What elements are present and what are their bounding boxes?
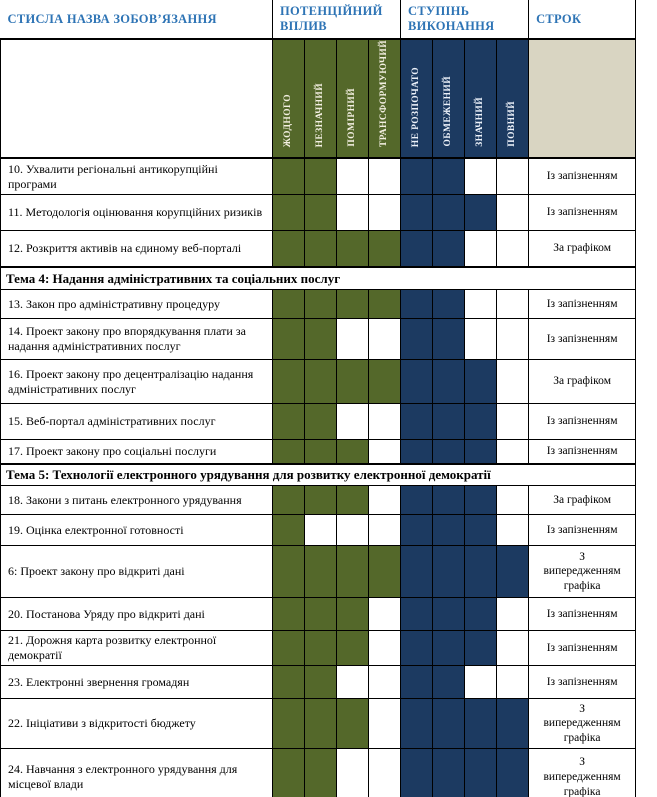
impact-cell-1 bbox=[273, 158, 305, 195]
completion-cell-2 bbox=[433, 290, 465, 319]
commitment-row bbox=[1, 546, 636, 598]
impact-cell-2 bbox=[305, 290, 337, 319]
impact-cell-4 bbox=[369, 749, 401, 797]
completion-cell-2 bbox=[433, 440, 465, 464]
impact-cell-3 bbox=[337, 290, 369, 319]
completion-cell-1 bbox=[401, 158, 433, 195]
commitment-name-cell: 21. Дорожня карта розвитку електронної демократії bbox=[1, 631, 273, 666]
commitment-row bbox=[1, 195, 636, 231]
completion-level-header-1 bbox=[401, 39, 433, 158]
completion-cell-2 bbox=[433, 360, 465, 404]
commitment-row bbox=[1, 231, 636, 267]
completion-cell-1 bbox=[401, 546, 433, 598]
term-cell: Із запізненням bbox=[529, 290, 636, 319]
impact-cell-3 bbox=[337, 231, 369, 267]
commitment-name-cell: 24. Навчання з електронного урядування для місцевої влади bbox=[1, 749, 273, 797]
term-cell: За графіком bbox=[529, 231, 636, 267]
completion-cell-4 bbox=[497, 749, 529, 797]
completion-cell-4 bbox=[497, 195, 529, 231]
impact-cell-1 bbox=[273, 195, 305, 231]
impact-cell-4 bbox=[369, 699, 401, 749]
commitment-row bbox=[1, 440, 636, 464]
completion-cell-1 bbox=[401, 699, 433, 749]
impact-cell-3 bbox=[337, 749, 369, 797]
completion-level-header-2-label: ОБМЕЖЕНИЙ bbox=[442, 76, 453, 147]
completion-cell-1 bbox=[401, 515, 433, 546]
impact-cell-4 bbox=[369, 158, 401, 195]
completion-cell-3 bbox=[465, 319, 497, 360]
completion-cell-1 bbox=[401, 749, 433, 797]
commitment-name-cell: 10. Ухвалити регіональні антикорупційні програми bbox=[1, 158, 273, 195]
impact-cell-1 bbox=[273, 404, 305, 440]
completion-level-header-3 bbox=[465, 39, 497, 158]
completion-cell-3 bbox=[465, 360, 497, 404]
impact-cell-4 bbox=[369, 319, 401, 360]
completion-cell-3 bbox=[465, 749, 497, 797]
impact-cell-3 bbox=[337, 158, 369, 195]
term-cell: Із запізненням bbox=[529, 404, 636, 440]
impact-cell-4 bbox=[369, 404, 401, 440]
impact-cell-3 bbox=[337, 631, 369, 666]
impact-level-header-2-label: НЕЗНАЧНИЙ bbox=[314, 82, 325, 147]
commitment-name-cell: 22. Ініціативи з відкритості бюджету bbox=[1, 699, 273, 749]
completion-cell-3 bbox=[465, 404, 497, 440]
theme-row bbox=[1, 267, 636, 290]
completion-level-header-1-label: НЕ РОЗПОЧАТО bbox=[410, 66, 421, 147]
completion-cell-2 bbox=[433, 404, 465, 440]
impact-cell-1 bbox=[273, 360, 305, 404]
completion-cell-4 bbox=[497, 486, 529, 515]
impact-cell-3 bbox=[337, 486, 369, 515]
completion-cell-3 bbox=[465, 231, 497, 267]
impact-cell-2 bbox=[305, 195, 337, 231]
impact-cell-2 bbox=[305, 515, 337, 546]
term-cell: За графіком bbox=[529, 360, 636, 404]
completion-cell-1 bbox=[401, 195, 433, 231]
impact-cell-3 bbox=[337, 360, 369, 404]
completion-cell-2 bbox=[433, 546, 465, 598]
completion-cell-1 bbox=[401, 290, 433, 319]
impact-cell-1 bbox=[273, 319, 305, 360]
term-cell: Із запізненням bbox=[529, 666, 636, 699]
completion-cell-4 bbox=[497, 231, 529, 267]
completion-cell-3 bbox=[465, 666, 497, 699]
completion-cell-1 bbox=[401, 598, 433, 631]
commitment-name-cell: 14. Проект закону про впорядкування плати за надання адміністративних послуг bbox=[1, 319, 273, 360]
commitment-row bbox=[1, 360, 636, 404]
completion-cell-2 bbox=[433, 666, 465, 699]
commitment-name-cell: 12. Розкриття активів на єдиному веб-порталі bbox=[1, 231, 273, 267]
completion-cell-3 bbox=[465, 290, 497, 319]
impact-cell-2 bbox=[305, 666, 337, 699]
completion-cell-4 bbox=[497, 699, 529, 749]
completion-cell-3 bbox=[465, 598, 497, 631]
completion-cell-4 bbox=[497, 515, 529, 546]
commitment-name-cell: 16. Проект закону про децентралізацію надання адміністративних послуг bbox=[1, 360, 273, 404]
impact-cell-1 bbox=[273, 486, 305, 515]
commitment-name-cell: 20. Постанова Уряду про відкриті дані bbox=[1, 598, 273, 631]
commitment-name-cell: 18. Закони з питань електронного урядування bbox=[1, 486, 273, 515]
commitment-name-cell: 6: Проект закону про відкриті дані bbox=[1, 546, 273, 598]
impact-cell-4 bbox=[369, 231, 401, 267]
impact-cell-3 bbox=[337, 515, 369, 546]
impact-cell-4 bbox=[369, 440, 401, 464]
term-cell: Із запізненням bbox=[529, 631, 636, 666]
impact-cell-3 bbox=[337, 546, 369, 598]
term-cell: Із запізненням bbox=[529, 158, 636, 195]
impact-cell-4 bbox=[369, 666, 401, 699]
completion-cell-2 bbox=[433, 158, 465, 195]
term-cell: Із запізненням bbox=[529, 598, 636, 631]
completion-cell-3 bbox=[465, 195, 497, 231]
impact-level-header-2 bbox=[305, 39, 337, 158]
commitment-name-cell: 23. Електронні звернення громадян bbox=[1, 666, 273, 699]
impact-cell-3 bbox=[337, 195, 369, 231]
impact-cell-3 bbox=[337, 319, 369, 360]
commitment-name-cell: 13. Закон про адміністративну процедуру bbox=[1, 290, 273, 319]
completion-cell-4 bbox=[497, 666, 529, 699]
term-cell: Із запізненням bbox=[529, 515, 636, 546]
completion-cell-2 bbox=[433, 515, 465, 546]
completion-cell-2 bbox=[433, 486, 465, 515]
completion-cell-3 bbox=[465, 631, 497, 666]
completion-cell-1 bbox=[401, 440, 433, 464]
impact-cell-2 bbox=[305, 404, 337, 440]
commitment-row bbox=[1, 290, 636, 319]
impact-cell-1 bbox=[273, 440, 305, 464]
impact-cell-4 bbox=[369, 515, 401, 546]
commitment-name-cell: 19. Оцінка електронної готовності bbox=[1, 515, 273, 546]
impact-cell-4 bbox=[369, 290, 401, 319]
completion-cell-1 bbox=[401, 631, 433, 666]
completion-cell-4 bbox=[497, 319, 529, 360]
completion-cell-3 bbox=[465, 546, 497, 598]
impact-cell-3 bbox=[337, 404, 369, 440]
term-cell: За графіком bbox=[529, 486, 636, 515]
completion-cell-3 bbox=[465, 440, 497, 464]
impact-level-header-3 bbox=[337, 39, 369, 158]
subheader-name-spacer bbox=[1, 39, 273, 158]
impact-cell-2 bbox=[305, 319, 337, 360]
completion-cell-2 bbox=[433, 195, 465, 231]
impact-cell-2 bbox=[305, 440, 337, 464]
impact-cell-1 bbox=[273, 749, 305, 797]
completion-cell-4 bbox=[497, 631, 529, 666]
commitment-name-cell: 15. Веб-портал адміністративних послуг bbox=[1, 404, 273, 440]
term-cell: З випередженням графіка bbox=[529, 699, 636, 749]
completion-cell-2 bbox=[433, 699, 465, 749]
impact-level-header-1 bbox=[273, 39, 305, 158]
completion-cell-3 bbox=[465, 515, 497, 546]
impact-cell-1 bbox=[273, 515, 305, 546]
impact-cell-2 bbox=[305, 360, 337, 404]
commitment-row bbox=[1, 631, 636, 666]
completion-cell-1 bbox=[401, 231, 433, 267]
completion-cell-4 bbox=[497, 404, 529, 440]
impact-cell-2 bbox=[305, 546, 337, 598]
completion-cell-1 bbox=[401, 404, 433, 440]
term-cell: З випередженням графіка bbox=[529, 749, 636, 797]
impact-level-header-4-label: ТРАНСФОРМУЮЧИЙ bbox=[378, 40, 389, 147]
term-cell: Із запізненням bbox=[529, 440, 636, 464]
commitment-row bbox=[1, 515, 636, 546]
theme-row-title: Тема 4: Надання адміністративних та соціальних послуг bbox=[1, 267, 636, 290]
completion-level-header-3-label: ЗНАЧНИЙ bbox=[474, 97, 485, 147]
term-cell: Із запізненням bbox=[529, 195, 636, 231]
completion-cell-3 bbox=[465, 699, 497, 749]
impact-cell-3 bbox=[337, 699, 369, 749]
impact-cell-3 bbox=[337, 666, 369, 699]
commitment-name-cell: 11. Методологія оцінювання корупційних ризиків bbox=[1, 195, 273, 231]
column-header-completion-level: СТУПІНЬ ВИКОНАННЯ bbox=[401, 0, 529, 39]
column-header-commitment-name: СТИСЛА НАЗВА ЗОБОВ’ЯЗАННЯ bbox=[1, 0, 273, 39]
commitment-name-cell: 17. Проект закону про соціальні послуги bbox=[1, 440, 273, 464]
impact-cell-1 bbox=[273, 699, 305, 749]
completion-cell-2 bbox=[433, 749, 465, 797]
completion-cell-1 bbox=[401, 666, 433, 699]
commitment-row bbox=[1, 699, 636, 749]
completion-level-header-4-label: ПОВНИЙ bbox=[506, 101, 517, 147]
impact-cell-4 bbox=[369, 546, 401, 598]
column-header-term: СТРОК bbox=[529, 0, 636, 39]
completion-cell-4 bbox=[497, 360, 529, 404]
completion-cell-3 bbox=[465, 486, 497, 515]
impact-cell-2 bbox=[305, 699, 337, 749]
column-header-potential-impact: ПОТЕНЦІЙНИЙ ВПЛИВ bbox=[273, 0, 401, 39]
table-subheader-row bbox=[1, 39, 636, 158]
completion-cell-4 bbox=[497, 546, 529, 598]
term-subheader-cell bbox=[529, 39, 636, 158]
impact-cell-1 bbox=[273, 290, 305, 319]
completion-cell-2 bbox=[433, 631, 465, 666]
completion-cell-3 bbox=[465, 158, 497, 195]
impact-cell-2 bbox=[305, 158, 337, 195]
theme-row-title: Тема 5: Технології електронного урядування для розвитку електронної демократії bbox=[1, 464, 636, 486]
completion-cell-2 bbox=[433, 319, 465, 360]
impact-cell-1 bbox=[273, 598, 305, 631]
impact-level-header-4 bbox=[369, 39, 401, 158]
term-cell: Із запізненням bbox=[529, 319, 636, 360]
impact-cell-4 bbox=[369, 486, 401, 515]
impact-cell-2 bbox=[305, 486, 337, 515]
completion-level-header-4 bbox=[497, 39, 529, 158]
impact-cell-4 bbox=[369, 360, 401, 404]
completion-cell-1 bbox=[401, 486, 433, 515]
impact-cell-2 bbox=[305, 631, 337, 666]
impact-cell-2 bbox=[305, 231, 337, 267]
completion-level-header-2 bbox=[433, 39, 465, 158]
impact-cell-1 bbox=[273, 631, 305, 666]
impact-cell-4 bbox=[369, 195, 401, 231]
impact-level-header-3-label: ПОМІРНИЙ bbox=[346, 88, 357, 147]
impact-cell-1 bbox=[273, 546, 305, 598]
impact-cell-2 bbox=[305, 598, 337, 631]
completion-cell-4 bbox=[497, 158, 529, 195]
completion-cell-4 bbox=[497, 440, 529, 464]
commitment-row bbox=[1, 158, 636, 195]
impact-cell-4 bbox=[369, 598, 401, 631]
impact-cell-1 bbox=[273, 231, 305, 267]
commitment-row bbox=[1, 749, 636, 797]
impact-cell-4 bbox=[369, 631, 401, 666]
commitment-row bbox=[1, 486, 636, 515]
impact-cell-1 bbox=[273, 666, 305, 699]
completion-cell-2 bbox=[433, 231, 465, 267]
commitment-row bbox=[1, 404, 636, 440]
completion-cell-4 bbox=[497, 598, 529, 631]
impact-cell-3 bbox=[337, 598, 369, 631]
table-header-row bbox=[1, 0, 636, 39]
completion-cell-1 bbox=[401, 319, 433, 360]
completion-cell-2 bbox=[433, 598, 465, 631]
impact-cell-2 bbox=[305, 749, 337, 797]
completion-cell-4 bbox=[497, 290, 529, 319]
completion-cell-1 bbox=[401, 360, 433, 404]
commitment-row bbox=[1, 598, 636, 631]
theme-row bbox=[1, 464, 636, 486]
impact-level-header-1-label: ЖОДНОГО bbox=[282, 93, 293, 147]
impact-cell-3 bbox=[337, 440, 369, 464]
commitment-row bbox=[1, 666, 636, 699]
commitment-row bbox=[1, 319, 636, 360]
term-cell: З випередженням графіка bbox=[529, 546, 636, 598]
